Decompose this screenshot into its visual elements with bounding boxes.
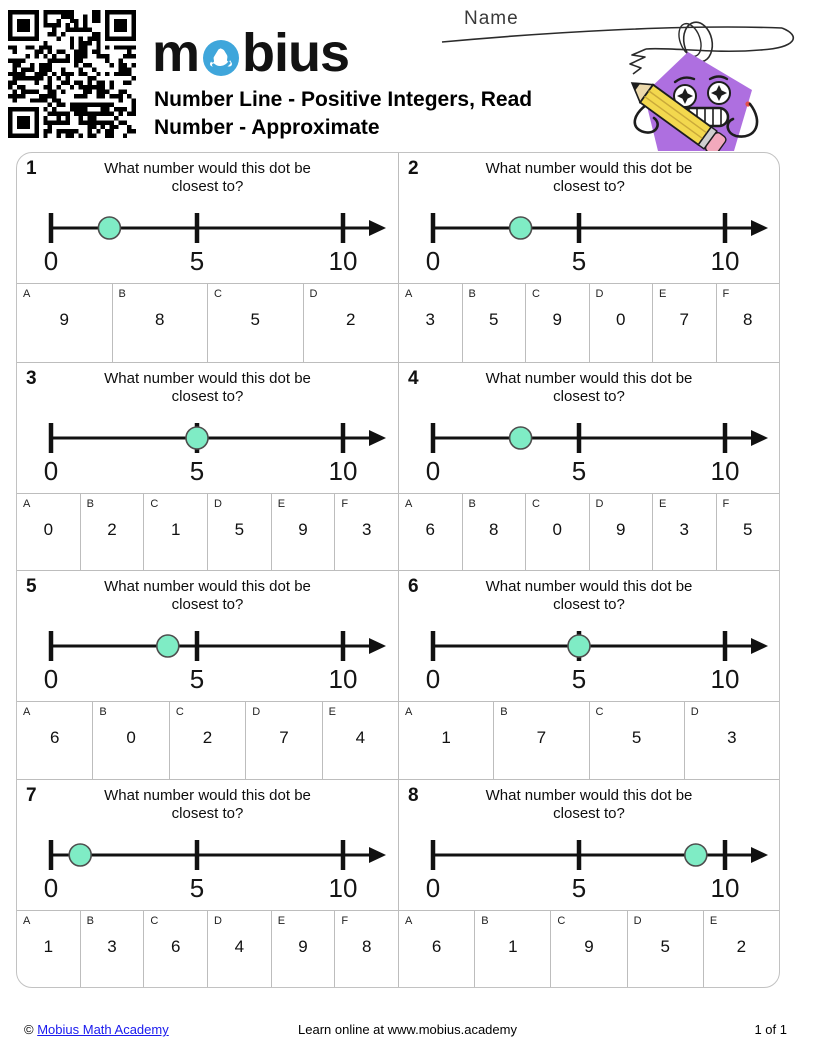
choice-cell xyxy=(652,284,716,362)
problem-number: 3 xyxy=(26,367,37,389)
choice-letter: B xyxy=(99,706,107,718)
number-line xyxy=(403,414,779,489)
choice-letter: B xyxy=(86,914,95,927)
choice-value: 4 xyxy=(355,728,366,747)
choice-cell xyxy=(207,911,271,988)
number-line-svg xyxy=(403,622,775,692)
choice-value: 2 xyxy=(736,936,747,956)
choice-value: 9 xyxy=(616,519,626,539)
tick-label: 0 xyxy=(43,246,59,274)
question-text: What number would this dot be closest to? xyxy=(104,369,311,405)
problem-panel xyxy=(17,570,398,779)
choice-cell xyxy=(17,702,92,779)
choice-cell xyxy=(271,494,335,571)
number-line xyxy=(21,831,398,906)
choice-letter: F xyxy=(722,288,730,300)
tick-label: 10 xyxy=(328,455,358,484)
number-line-dot xyxy=(98,217,120,239)
choice-value: 0 xyxy=(43,519,54,539)
footer-center-text: Learn online at www.mobius.academy xyxy=(298,1022,517,1037)
choice-value: 2 xyxy=(346,310,356,329)
arrow-head xyxy=(751,220,768,236)
choice-letter: D xyxy=(309,288,318,300)
problem-number: 2 xyxy=(408,158,419,179)
choice-letter: E xyxy=(709,914,718,927)
choice-value: 3 xyxy=(727,728,737,747)
logo-text-bius: bius xyxy=(242,23,350,83)
choice-value: 2 xyxy=(202,728,213,747)
choice-cell xyxy=(493,702,588,779)
choice-letter: C xyxy=(150,497,159,510)
arrow-head xyxy=(369,638,386,654)
answer-choices-row xyxy=(399,910,779,988)
problem-panel xyxy=(398,779,779,988)
problems-grid xyxy=(16,152,780,988)
choice-cell xyxy=(80,494,144,571)
choice-cell xyxy=(334,911,398,988)
tick-label: 10 xyxy=(710,664,740,692)
choice-letter: F xyxy=(722,497,730,510)
answer-choices-row xyxy=(399,283,779,362)
choice-cell xyxy=(322,702,398,779)
question-text: What number would this dot be closest to? xyxy=(104,578,311,613)
choice-letter: F xyxy=(341,914,349,927)
tick-label: 5 xyxy=(189,664,205,692)
problem-panel xyxy=(398,153,779,362)
tick-label: 0 xyxy=(425,872,441,901)
number-line-dot xyxy=(69,844,91,866)
problem-number: 6 xyxy=(408,576,419,597)
number-line xyxy=(21,414,398,489)
question-text: What number would this dot be closest to? xyxy=(485,786,693,822)
choice-value: 3 xyxy=(425,310,435,329)
choice-cell xyxy=(703,911,779,988)
choice-cell xyxy=(462,284,526,362)
choice-cell xyxy=(652,494,716,571)
name-label: Name xyxy=(464,8,519,29)
choice-letter: C xyxy=(532,288,540,300)
number-line-svg xyxy=(403,414,775,484)
choice-letter: B xyxy=(468,288,476,300)
problem-panel xyxy=(17,779,398,988)
name-line xyxy=(442,27,782,42)
arrow-head xyxy=(369,430,386,446)
choice-letter: B xyxy=(468,497,476,510)
mobius-logo xyxy=(152,22,349,84)
tick-label: 10 xyxy=(328,872,358,901)
choice-value: 7 xyxy=(279,728,289,747)
choice-letter: E xyxy=(659,497,667,510)
tick-label: 10 xyxy=(710,872,740,901)
choice-cell xyxy=(271,911,335,988)
choice-letter: D xyxy=(690,706,699,718)
choice-value: 5 xyxy=(489,310,499,329)
page-indicator: 1 of 1 xyxy=(754,1022,787,1037)
choice-letter: C xyxy=(532,497,540,510)
choice-cell xyxy=(589,494,653,571)
number-line-dot xyxy=(157,635,179,657)
footer-copyright: © Mobius Math Academy xyxy=(24,1022,169,1037)
choice-letter: E xyxy=(659,288,667,300)
choice-value: 8 xyxy=(361,936,372,956)
choice-cell xyxy=(17,911,80,988)
problem-number: 7 xyxy=(26,784,37,806)
answer-choices-row xyxy=(17,283,398,362)
question-text: What number would this dot be closest to? xyxy=(485,160,693,195)
arrow-head xyxy=(369,847,386,863)
choice-value: 3 xyxy=(107,936,117,956)
choice-value: 1 xyxy=(508,936,518,956)
number-line-dot xyxy=(510,217,532,239)
problem-number: 5 xyxy=(26,576,37,597)
choice-value: 1 xyxy=(441,728,451,747)
tick-label: 10 xyxy=(328,246,358,274)
problem-panel xyxy=(398,570,779,779)
choice-cell xyxy=(399,702,493,779)
number-line-dot xyxy=(568,635,590,657)
number-line-dot xyxy=(510,427,532,449)
arrow-head xyxy=(751,430,768,446)
number-line-svg xyxy=(21,414,393,484)
choice-value: 6 xyxy=(431,936,442,956)
problem-number: 4 xyxy=(408,367,419,389)
number-line-svg xyxy=(403,204,775,274)
number-line xyxy=(403,622,779,697)
choice-cell xyxy=(462,494,526,571)
choice-cell xyxy=(589,702,684,779)
choice-cell xyxy=(207,284,303,362)
answer-choices-row xyxy=(399,493,779,571)
tick-label: 5 xyxy=(571,664,587,692)
choice-letter: A xyxy=(23,497,31,510)
choice-letter: E xyxy=(328,706,336,718)
choice-value: 6 xyxy=(170,936,181,956)
number-line-svg xyxy=(21,204,393,274)
tick-label: 5 xyxy=(571,246,587,274)
choice-value: 0 xyxy=(552,519,562,539)
worksheet-title-line1: Number Line - Positive Integers, Read xyxy=(154,88,533,111)
choice-letter: B xyxy=(481,914,489,927)
choice-cell xyxy=(399,284,462,362)
choice-letter: D xyxy=(252,706,261,718)
arrow-head xyxy=(751,847,768,863)
choice-cell xyxy=(143,911,207,988)
tick-label: 10 xyxy=(710,455,740,484)
arrow-head xyxy=(369,220,386,236)
choice-value: 4 xyxy=(234,936,245,956)
number-line xyxy=(403,831,779,906)
tick-label: 10 xyxy=(328,664,358,692)
arrow-head xyxy=(751,638,768,654)
choice-letter: A xyxy=(23,706,31,718)
choice-cell xyxy=(143,494,207,571)
number-line xyxy=(21,204,398,279)
choice-value: 6 xyxy=(49,728,60,747)
choice-letter: C xyxy=(150,914,159,927)
choice-cell xyxy=(245,702,321,779)
tick-label: 5 xyxy=(571,455,587,484)
tick-label: 0 xyxy=(43,455,59,484)
choice-cell xyxy=(80,911,144,988)
question-text: What number would this dot be closest to? xyxy=(485,369,693,405)
tick-label: 0 xyxy=(43,872,59,901)
tick-label: 0 xyxy=(425,246,441,274)
answer-choices-row xyxy=(17,701,398,779)
question-text: What number would this dot be closest to? xyxy=(104,786,311,822)
number-line-svg xyxy=(21,622,393,692)
problem-panel xyxy=(17,362,398,571)
choice-cell xyxy=(474,911,550,988)
choice-letter: A xyxy=(405,497,413,510)
tick-label: 10 xyxy=(710,246,740,274)
choice-letter: A xyxy=(23,288,31,300)
choice-letter: D xyxy=(595,288,604,300)
choice-cell xyxy=(525,494,589,571)
logo-text-m: m xyxy=(152,23,200,83)
choice-cell xyxy=(716,284,780,362)
choice-letter: E xyxy=(277,914,286,927)
choice-value: 1 xyxy=(43,936,54,956)
choice-letter: B xyxy=(86,497,95,510)
number-line xyxy=(21,622,398,697)
qr-code xyxy=(8,10,136,138)
choice-cell xyxy=(399,911,474,988)
tick-label: 5 xyxy=(189,246,205,274)
choice-letter: C xyxy=(595,706,604,718)
choice-letter: D xyxy=(214,914,222,927)
tick-label: 0 xyxy=(425,664,441,692)
choice-letter: C xyxy=(214,288,222,300)
choice-cell xyxy=(550,911,626,988)
choice-value: 7 xyxy=(536,728,547,747)
choice-value: 1 xyxy=(170,519,181,539)
choice-value: 5 xyxy=(743,519,753,539)
choice-cell xyxy=(716,494,780,571)
choice-cell xyxy=(17,494,80,571)
number-line xyxy=(403,204,779,279)
choice-letter: F xyxy=(341,497,349,510)
choice-value: 9 xyxy=(552,310,562,329)
choice-value: 0 xyxy=(616,310,626,329)
choice-cell xyxy=(684,702,779,779)
tick-label: 5 xyxy=(189,455,205,484)
choice-value: 5 xyxy=(250,310,260,329)
choice-letter: B xyxy=(118,288,126,300)
problem-panel xyxy=(17,153,398,362)
question-text: What number would this dot be closest to? xyxy=(104,160,311,195)
choice-value: 2 xyxy=(107,519,117,539)
choice-cell xyxy=(169,702,245,779)
choice-letter: E xyxy=(277,497,286,510)
choice-letter: C xyxy=(175,706,184,718)
problem-number: 1 xyxy=(26,158,37,179)
choice-cell xyxy=(112,284,208,362)
choice-cell xyxy=(303,284,399,362)
question-text: What number would this dot be closest to? xyxy=(485,578,693,613)
choice-value: 9 xyxy=(59,310,69,329)
choice-cell xyxy=(399,494,462,571)
number-line-svg xyxy=(403,831,775,901)
choice-cell xyxy=(525,284,589,362)
mobius-academy-link[interactable]: Mobius Math Academy xyxy=(37,1022,169,1037)
number-line-dot xyxy=(685,844,707,866)
choice-value: 5 xyxy=(660,936,670,956)
choice-letter: A xyxy=(23,914,31,927)
choice-letter: D xyxy=(595,497,604,510)
choice-letter: C xyxy=(557,914,566,927)
choice-letter: A xyxy=(405,288,413,300)
choice-value: 9 xyxy=(298,936,308,956)
choice-value: 9 xyxy=(298,519,308,539)
choice-letter: A xyxy=(405,914,413,927)
choice-value: 8 xyxy=(743,310,753,329)
choice-value: 5 xyxy=(631,728,642,747)
logo-swirl-o-icon xyxy=(201,38,241,78)
tick-label: 5 xyxy=(189,872,205,901)
choice-value: 5 xyxy=(234,519,245,539)
worksheet-title-line2: Number - Approximate xyxy=(154,116,380,139)
choice-letter: A xyxy=(405,706,413,718)
answer-choices-row xyxy=(399,701,779,779)
choice-cell xyxy=(207,494,271,571)
choice-value: 9 xyxy=(584,936,594,956)
choice-value: 7 xyxy=(679,310,689,329)
problem-panel xyxy=(398,362,779,571)
choice-cell xyxy=(627,911,703,988)
number-line-dot xyxy=(186,427,208,449)
tick-label: 0 xyxy=(425,455,441,484)
choice-value: 0 xyxy=(126,728,136,747)
choice-value: 6 xyxy=(425,519,435,539)
choice-value: 8 xyxy=(155,310,165,329)
number-line-svg xyxy=(21,831,393,901)
choice-value: 8 xyxy=(489,519,499,539)
choice-cell xyxy=(92,702,168,779)
tick-label: 5 xyxy=(571,872,587,901)
answer-choices-row xyxy=(17,910,398,988)
choice-value: 3 xyxy=(679,519,689,539)
choice-cell xyxy=(17,284,112,362)
choice-value: 3 xyxy=(361,519,372,539)
choice-letter: B xyxy=(500,706,508,718)
answer-choices-row xyxy=(17,493,398,571)
problem-number: 8 xyxy=(408,784,419,806)
choice-cell xyxy=(334,494,398,571)
choice-letter: D xyxy=(633,914,642,927)
choice-letter: D xyxy=(214,497,222,510)
mascot-illustration xyxy=(430,0,815,151)
tick-label: 0 xyxy=(43,664,59,692)
choice-cell xyxy=(589,284,653,362)
